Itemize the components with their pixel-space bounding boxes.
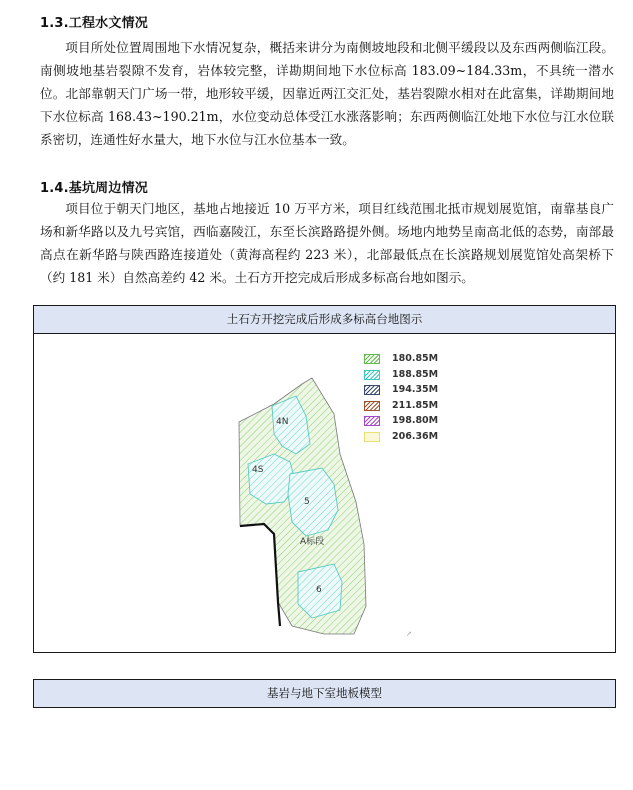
north-mark-icon: ↗ (406, 630, 412, 638)
figure-title-bedrock: 基岩与地下室地板模型 (34, 680, 615, 707)
legend-swatch-icon (364, 432, 380, 442)
legend-label: 198.80M (392, 415, 439, 426)
section-paragraph-1-4: 项目位于朝天门地区，基地占地接近 10 万平方米，项目红线范围北抵市规划展览馆，南靠基良广场和新华路以及九号宾馆，西临嘉陵江，东至长滨路路提外侧。场地内地势呈南高北低的态势，南部最高点在新华路与陕西路连接道处（黄海高程约 223 米），北部最低点在长滨路规划展览馆处高架桥下（约 181 米）自然高差约 42 米。土石方开挖完成后形成多标高台地如图示。 (40, 201, 614, 285)
figure-box-terraces (33, 305, 616, 653)
map-label-a: A标段 (300, 537, 325, 547)
figure-box-bedrock (33, 679, 616, 708)
map-label-4n: 4N (276, 417, 289, 427)
legend-label: 180.85M (392, 353, 439, 364)
west-boundary-line (240, 524, 280, 626)
terrace-map (34, 334, 615, 648)
legend-swatch-icon (364, 370, 380, 380)
terrace-map-figure (34, 334, 615, 648)
legend-label: 188.85M (392, 368, 439, 380)
legend-label: 194.35M (392, 384, 439, 395)
legend-swatch-icon (364, 354, 380, 364)
figure-title-terraces: 土石方开挖完成后形成多标高台地图示 (34, 306, 615, 334)
legend-swatch-icon (364, 385, 380, 395)
legend-swatch-icon (364, 416, 380, 426)
legend-label: 206.36M (392, 430, 439, 442)
section-heading-1-4: 1.4.基坑周边情况 (40, 181, 148, 196)
legend-label: 211.85M (392, 399, 439, 411)
map-label-6: 6 (316, 585, 322, 595)
legend-swatch-icon (364, 401, 380, 411)
section-heading-1-3: 1.3.工程水文情况 (40, 16, 148, 31)
map-label-4s: 4S (252, 465, 264, 475)
map-label-5: 5 (304, 497, 310, 507)
section-paragraph-1-3: 项目所处位置周围地下水情况复杂，概括来讲分为南侧坡地段和北侧平缓段以及东西两侧临江段。南侧坡地基岩裂隙不发育，岩体较完整，详勘期间地下水位标高 183.09~184.33m，不具统一潜水位。北部靠朝天门广场一带，地形较平缓，因靠近两江交汇处，基岩裂隙水相对在此富集，详勘期间地下水位标高 168.43~190.21m，水位变动总体受江水涨落影响；东西两侧临江处地下水位与江水位联系密切，连通性好水量大，地下水位与江水位基本一致。 (40, 40, 614, 147)
